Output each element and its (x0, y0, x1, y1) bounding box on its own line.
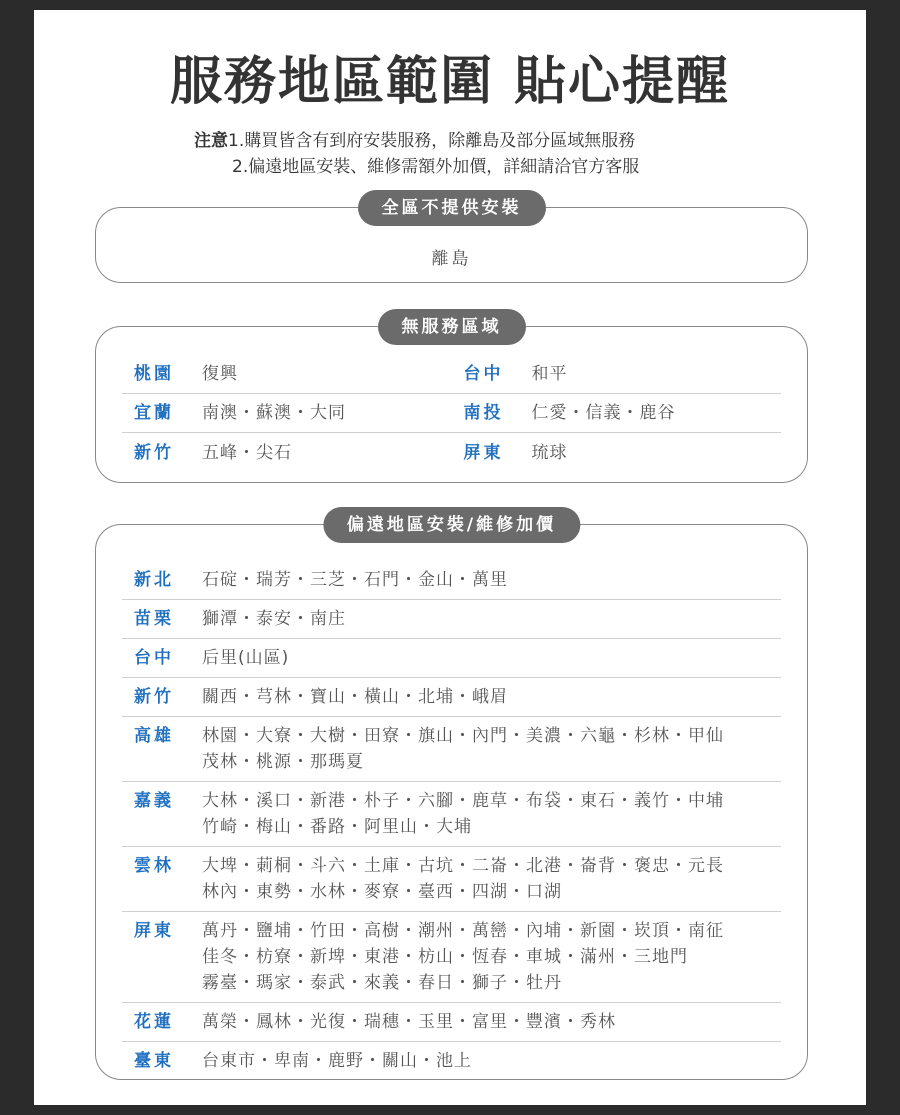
notice-text-1: 1.購買皆含有到府安裝服務，除離島及部分區域無服務 (228, 131, 636, 151)
notice-block (194, 128, 639, 180)
region-areas: 南澳・蘇澳・大同 (202, 403, 346, 423)
no-install-section (95, 198, 808, 283)
region-name: 屏東 (134, 921, 174, 941)
area-line: 大林・溪口・新港・朴子・六腳・鹿草・布袋・東石・義竹・中埔 (202, 791, 724, 811)
remote-area-heading: 偏遠地區安裝/維修加價 (323, 507, 580, 543)
no-service-row (122, 394, 781, 433)
remote-area-table (122, 561, 781, 1080)
region-name: 新北 (134, 570, 174, 590)
area-line: 茂林・桃源・那瑪夏 (202, 752, 364, 772)
area-line: 竹崎・梅山・番路・阿里山・大埔 (202, 817, 472, 837)
remote-area-row (122, 678, 781, 717)
remote-area-row (122, 717, 781, 782)
region-name: 屏東 (463, 442, 504, 463)
remote-area-row (122, 782, 781, 847)
area-line: 佳冬・枋寮・新埤・東港・枋山・恆春・車城・滿州・三地門 (202, 947, 688, 967)
remote-area-section (95, 515, 808, 1080)
area-line: 林園・大寮・大樹・田寮・旗山・內門・美濃・六龜・杉林・甲仙 (202, 726, 724, 746)
region-name: 嘉義 (134, 791, 174, 811)
no-service-cell (122, 361, 452, 387)
area-line: 霧臺・瑪家・泰武・來義・春日・獅子・牡丹 (202, 973, 562, 993)
region-name: 高雄 (134, 726, 174, 746)
no-service-cell (452, 361, 782, 387)
region-areas (202, 1009, 781, 1035)
region-areas (202, 645, 781, 671)
remote-area-row (122, 847, 781, 912)
region-name: 南投 (463, 403, 504, 423)
page-title: 服務地區範圍 貼心提醒 (169, 52, 731, 112)
no-service-row (122, 355, 781, 394)
area-line: 獅潭・泰安・南庄 (202, 609, 346, 629)
no-service-cell (452, 440, 782, 466)
remote-area-row (122, 912, 781, 1003)
area-line: 石碇・瑞芳・三芝・石門・金山・萬里 (202, 570, 508, 590)
remote-area-row (122, 1003, 781, 1042)
region-areas (202, 567, 781, 593)
region-name: 台中 (463, 364, 504, 384)
no-service-cell (452, 400, 782, 426)
region-areas (202, 788, 781, 840)
notice-label: 注意 (194, 131, 228, 151)
area-line: 大埤・莿桐・斗六・土庫・古坑・二崙・北港・崙背・褒忠・元長 (202, 856, 724, 876)
no-service-row (122, 433, 781, 472)
no-service-cell (122, 400, 452, 426)
notice-line-2: 2.偏遠地區安裝、維修需額外加價，詳細請洽官方客服 (232, 157, 640, 177)
remote-area-row (122, 600, 781, 639)
area-line: 萬丹・鹽埔・竹田・高樹・潮州・萬巒・內埔・新園・崁頂・南征 (202, 921, 724, 941)
region-name: 新竹 (134, 442, 174, 463)
region-areas (202, 1048, 781, 1074)
remote-area-row (122, 1042, 781, 1080)
area-line: 關西・芎林・寶山・橫山・北埔・峨眉 (202, 687, 508, 707)
region-areas: 五峰・尖石 (202, 442, 292, 463)
region-areas: 復興 (202, 364, 238, 384)
notice-line-1 (194, 128, 639, 154)
remote-area-row (122, 561, 781, 600)
no-service-section (95, 317, 808, 483)
region-name: 桃園 (134, 364, 174, 384)
area-line: 林內・東勢・水林・麥寮・臺西・四湖・口湖 (202, 882, 562, 902)
area-line: 后里(山區) (202, 648, 290, 668)
area-line: 萬榮・鳳林・光復・瑞穗・玉里・富里・豐濱・秀林 (202, 1012, 616, 1032)
remote-area-row (122, 639, 781, 678)
region-areas (202, 606, 781, 632)
region-areas: 琉球 (531, 442, 568, 463)
no-install-heading: 全區不提供安裝 (358, 190, 546, 226)
region-name: 花蓮 (134, 1012, 174, 1032)
region-name: 雲林 (134, 856, 174, 876)
no-install-content: 離島 (431, 249, 472, 269)
no-service-heading: 無服務區域 (378, 309, 526, 345)
region-areas: 和平 (531, 364, 568, 384)
region-name: 宜蘭 (134, 403, 174, 423)
area-line: 台東市・卑南・鹿野・關山・池上 (202, 1051, 472, 1071)
no-service-table (122, 355, 781, 472)
region-name: 苗栗 (134, 609, 174, 629)
service-area-notice-page (34, 10, 866, 1105)
no-service-cell (122, 440, 452, 466)
region-areas (202, 853, 781, 905)
region-areas: 仁愛・信義・鹿谷 (531, 403, 676, 423)
region-areas (202, 723, 781, 775)
region-name: 新竹 (134, 687, 174, 707)
region-areas (202, 918, 781, 996)
region-areas (202, 684, 781, 710)
region-name: 臺東 (134, 1051, 174, 1071)
region-name: 台中 (134, 648, 174, 668)
